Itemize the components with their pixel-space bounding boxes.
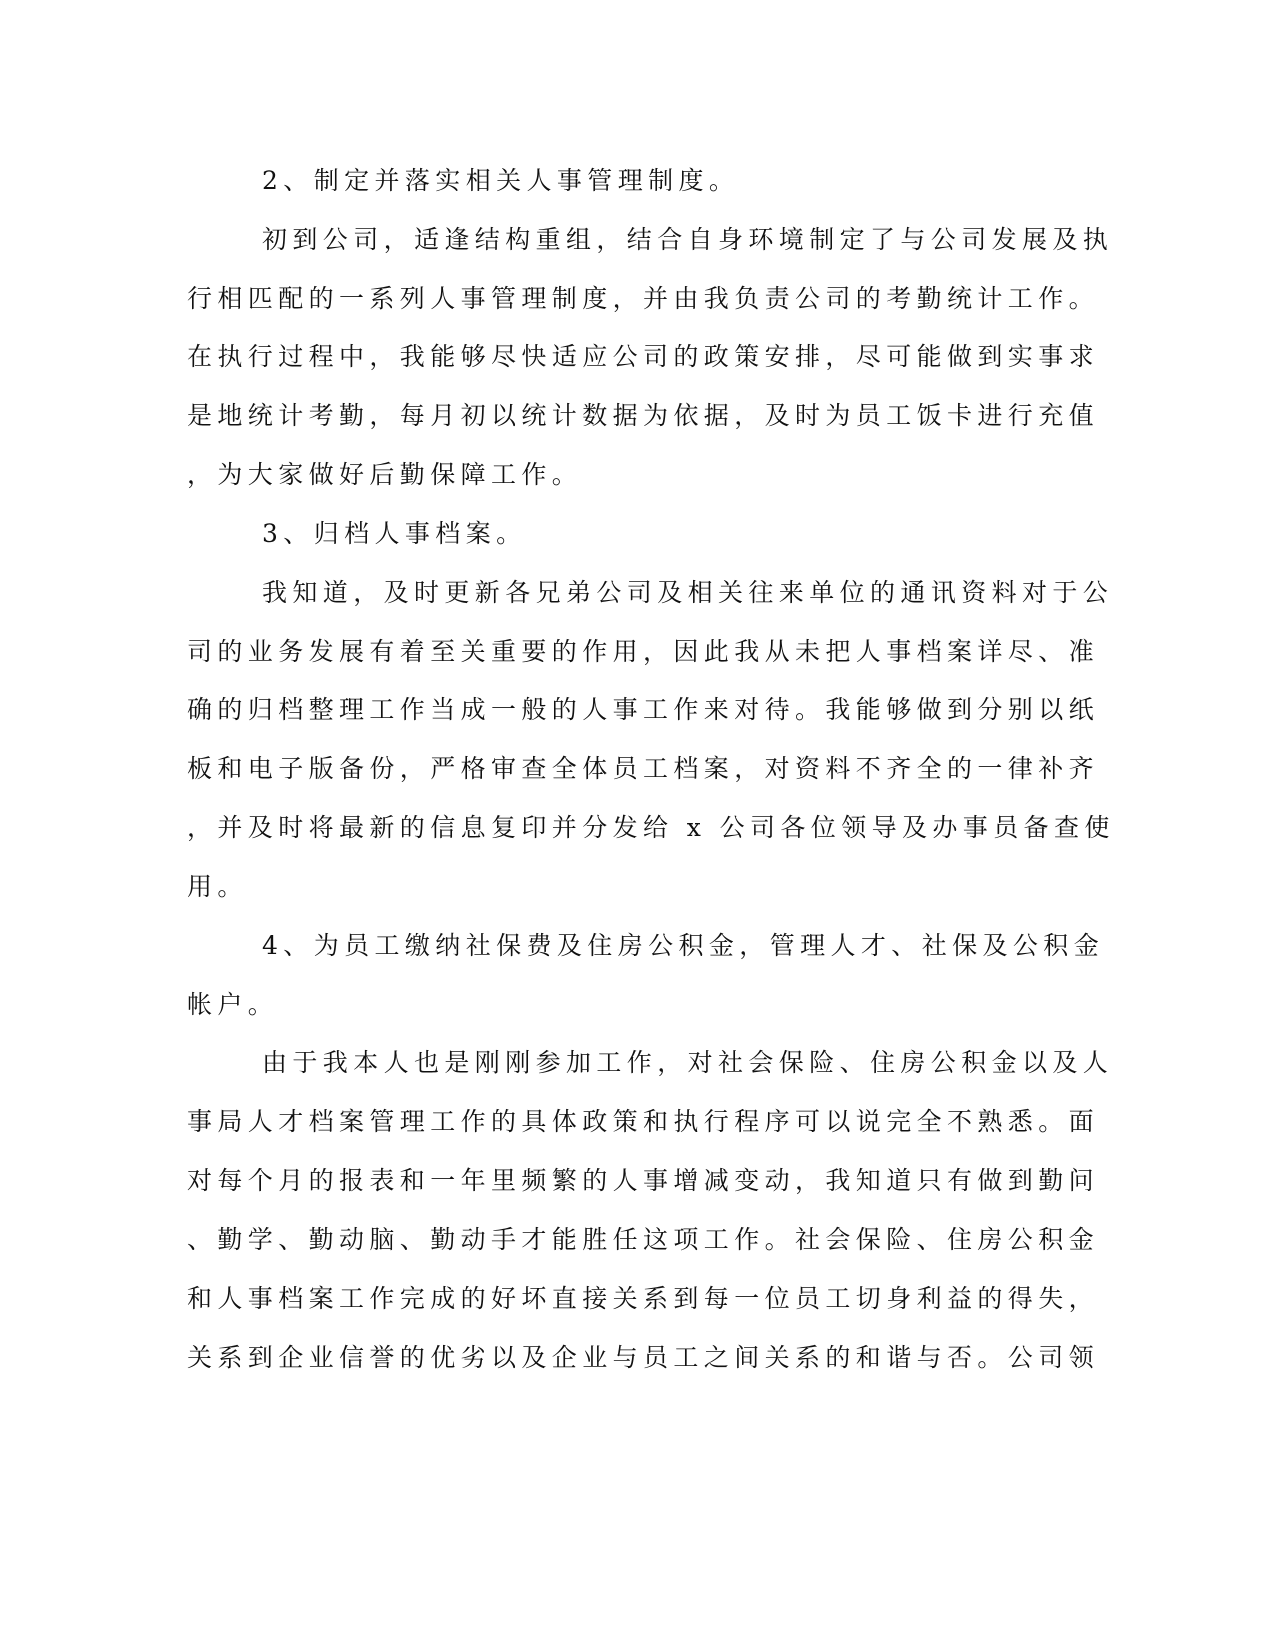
section-heading-4-cont: 帐户。 [187,990,279,1019]
paragraph-line: 初到公司，适逢结构重组，结合自身环境制定了与公司发展及执 [262,225,1114,254]
section-heading-3: 3、归档人事档案。 [262,519,527,548]
paragraph-line: 事局人才档案管理工作的具体政策和执行程序可以说完全不熟悉。面 [187,1107,1100,1136]
paragraph-line: 是地统计考勤，每月初以统计数据为依据，及时为员工饭卡进行充值 [187,401,1100,430]
paragraph-line: 司的业务发展有着至关重要的作用，因此我从未把人事档案详尽、准 [187,637,1100,666]
paragraph-line: 在执行过程中，我能够尽快适应公司的政策安排，尽可能做到实事求 [187,342,1100,371]
paragraph-line: 确的归档整理工作当成一般的人事工作来对待。我能够做到分别以纸 [187,695,1100,724]
section-heading-4: 4、为员工缴纳社保费及住房公积金，管理人才、社保及公积金 [262,931,1105,960]
paragraph-line: 板和电子版备份，严格审查全体员工档案，对资料不齐全的一律补齐 [187,754,1100,783]
paragraph-line: 由于我本人也是刚刚参加工作，对社会保险、住房公积金以及人 [262,1048,1114,1077]
paragraph-line: 关系到企业信誉的优劣以及企业与员工之间关系的和谐与否。公司领 [187,1343,1100,1372]
paragraph-line: 行相匹配的一系列人事管理制度，并由我负责公司的考勤统计工作。 [187,284,1100,313]
paragraph-line: 用。 [187,872,248,901]
section-heading-2: 2、制定并落实相关人事管理制度。 [262,166,740,195]
paragraph-line: ，并及时将最新的信息复印并分发给 x 公司各位领导及办事员备查使 [187,813,1115,842]
paragraph-line: 、勤学、勤动脑、勤动手才能胜任这项工作。社会保险、住房公积金 [187,1225,1100,1254]
paragraph-line: 对每个月的报表和一年里频繁的人事增减变动，我知道只有做到勤问 [187,1166,1100,1195]
paragraph-line: 我知道，及时更新各兄弟公司及相关往来单位的通讯资料对于公 [262,578,1114,607]
paragraph-line: 和人事档案工作完成的好坏直接关系到每一位员工切身利益的得失， [187,1284,1100,1313]
paragraph-line: ，为大家做好后勤保障工作。 [187,460,583,489]
